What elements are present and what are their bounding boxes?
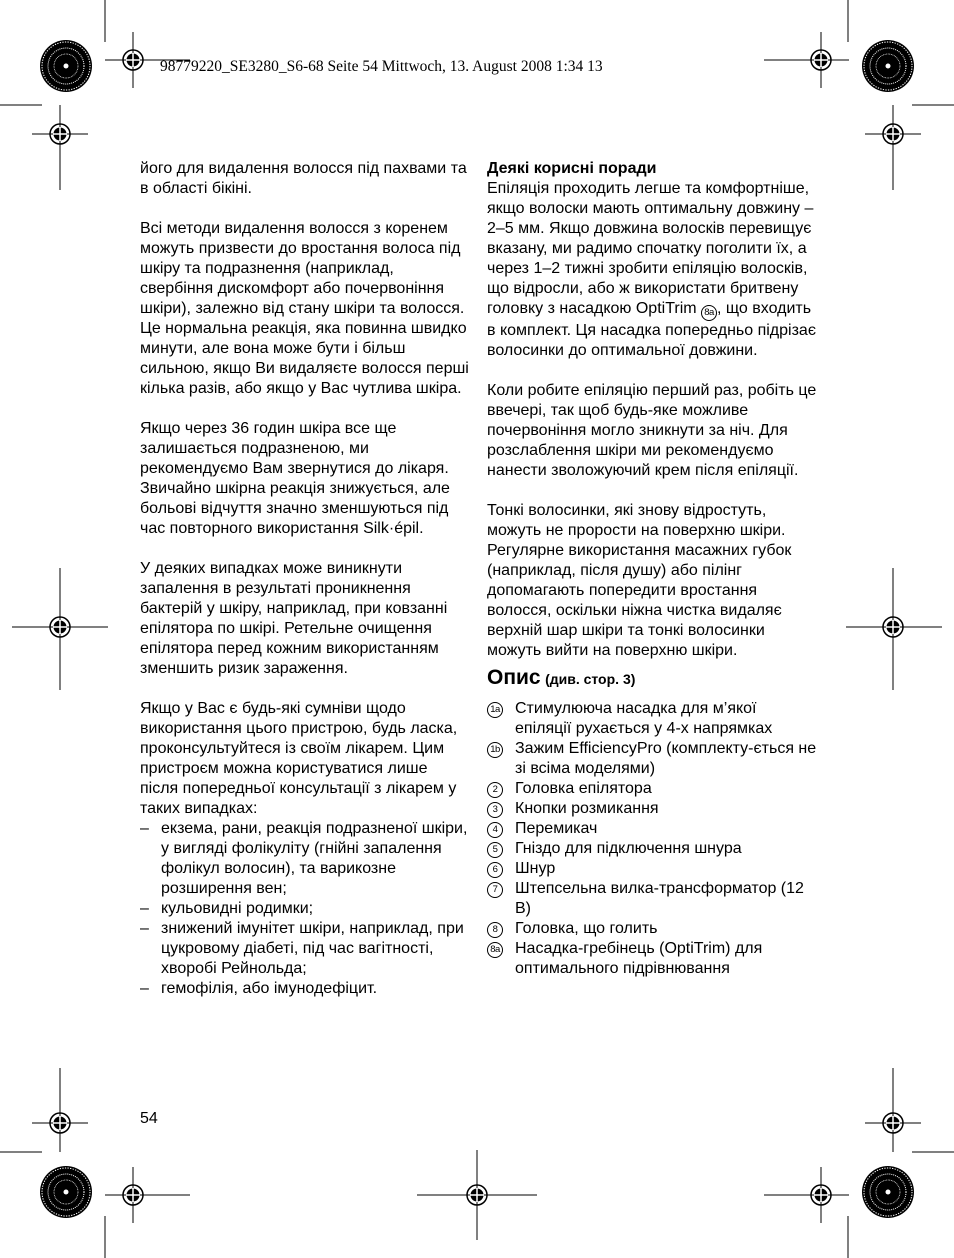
item-number: 5 — [487, 842, 503, 858]
list-item — [487, 739, 817, 779]
item-text: Кнопки розмикання — [515, 800, 659, 817]
list-item — [487, 699, 817, 739]
text-span: , що входить в комплект. Ця насадка попередньо підрізає волосинки до оптимальної довжини. — [487, 300, 816, 359]
list-item: – гемофілія, або імунодефіцит. — [140, 979, 470, 999]
paragraph — [487, 179, 817, 361]
paragraph: Тонкі волосинки, які знову відростуть, можуть не прорости на поверхню шкіри. Регулярне використання масажних губок (наприклад, після душу) або пілінг допомагають попередити вростання волосся, оскільки ніжна чистка видаляє верхній шар шкіри та тонкі волосинки можуть вийти на поверхню шкіри. — [487, 502, 792, 659]
section-subtitle: (див. стор. 3) — [545, 671, 636, 687]
paragraph: Якщо через 36 годин шкіра все ще залишається подразненою, ми рекомендуємо Вам звернутися до лікаря. Звичайно шкірна реакція знижується, але больові відчуття значно зменшуються під час повторного використання Silk·épil. — [140, 420, 450, 537]
item-text: Гніздо для підключення шнура — [515, 840, 742, 857]
section-heading — [487, 665, 817, 693]
ref-number: 8a — [701, 305, 717, 321]
parts-list — [487, 699, 817, 979]
list-item: – знижений імунітет шкіри, наприклад, при цукровому діабеті, під час вагітності, хворобі Рейнольда; — [140, 919, 470, 979]
list-item: – екзема, рани, реакція подразненої шкіри, у вигляді фолікуліту (гнійні запалення фолікул волосин), та варикозне розширення вен; — [140, 819, 470, 899]
paragraph: Коли робите епіляцію перший раз, робіть це ввечері, так щоб будь-яке можливе почервоніння могло зникнути за ніч. Для розслаблення шкіри ми рекомендуємо нанести зволожуючий крем після епіляції. — [487, 382, 817, 479]
item-text: Перемикач — [515, 820, 598, 837]
list-item — [487, 799, 817, 819]
item-number: 1b — [487, 742, 503, 758]
item-number: 8a — [487, 942, 503, 958]
section-title: Опис — [487, 666, 541, 689]
print-slug-header: 98779220_SE3280_S6-68 Seite 54 Mittwoch, 13. August 2008 1:34 13 — [160, 58, 603, 75]
item-text: Насадка-гребінець (OptiTrim) для оптимального підрівнювання — [515, 940, 763, 977]
page-number: 54 — [140, 1110, 158, 1127]
item-number: 2 — [487, 782, 503, 798]
list-item — [487, 919, 817, 939]
list-item — [487, 819, 817, 839]
item-number: 7 — [487, 882, 503, 898]
list-item — [487, 879, 817, 919]
item-number: 6 — [487, 862, 503, 878]
list-item — [487, 779, 817, 799]
item-text: Шнур — [515, 860, 556, 877]
paragraph: його для видалення волосся під пахвами та в області бікіні. — [140, 160, 467, 197]
item-number: 8 — [487, 922, 503, 938]
text-span: Епіляція проходить легше та комфортніше, якщо волоски мають оптимальну довжину – 2–5 мм. Якщо довжина волосків перевищує вказану, ми радимо спочатку поголити їх, а через 1–2 тижні зробити епіляцію волосків, що відросли, або ж використати бритвену головку з насадкою OptiTrim — [487, 180, 814, 317]
item-number: 4 — [487, 822, 503, 838]
item-number: 1a — [487, 702, 503, 718]
subheading: Деякі корисні поради — [487, 160, 657, 177]
paragraph: У деяких випадках може виникнути запалення в результаті проникнення бактерій у шкіру, наприклад, при ковзанні епілятора по шкірі. Ретельне очищення епілятора перед кожним використанням зменшить ризик зараження. — [140, 560, 448, 677]
paragraph: Якщо у Вас є будь-які сумніви щодо використання цього пристрою, будь ласка, проконсультуйтеся із своїм лікарем. Цим пристроєм можна користуватися лише після попередньої консультації з лікарем у таких випадках: — [140, 700, 458, 817]
item-text: Головка епілятора — [515, 780, 652, 797]
paragraph: Всі методи видалення волосся з коренем можуть призвести до вростання волоса під шкіру та подразнення (наприклад, свербіння дискомфорт або почервоніння шкіри), залежно від стану шкіри та волосся. Це нормальна реакція, яка повинна швидко минути, але вона може бути і більш сильною, якщо Ви видаляєте волосся перші кілька разів, або якщо у Вас чутлива шкіра. — [140, 220, 469, 397]
list-item — [487, 939, 817, 979]
item-text: Стимулююча насадка для м’якої епіляції рухається у 4-х напрямках — [515, 700, 773, 737]
list-item — [487, 859, 817, 879]
list-item: – кульовидні родимки; — [140, 899, 470, 919]
item-text: Зажим EfficiencyPro (комплекту-ється не зі всіма моделями) — [515, 740, 817, 777]
left-column — [140, 159, 470, 999]
right-column — [487, 159, 817, 979]
item-text: Головка, що голить — [515, 920, 658, 937]
item-text: Штепсельна вилка-трансформатор (12 В) — [515, 880, 804, 917]
list-item — [487, 839, 817, 859]
item-number: 3 — [487, 802, 503, 818]
